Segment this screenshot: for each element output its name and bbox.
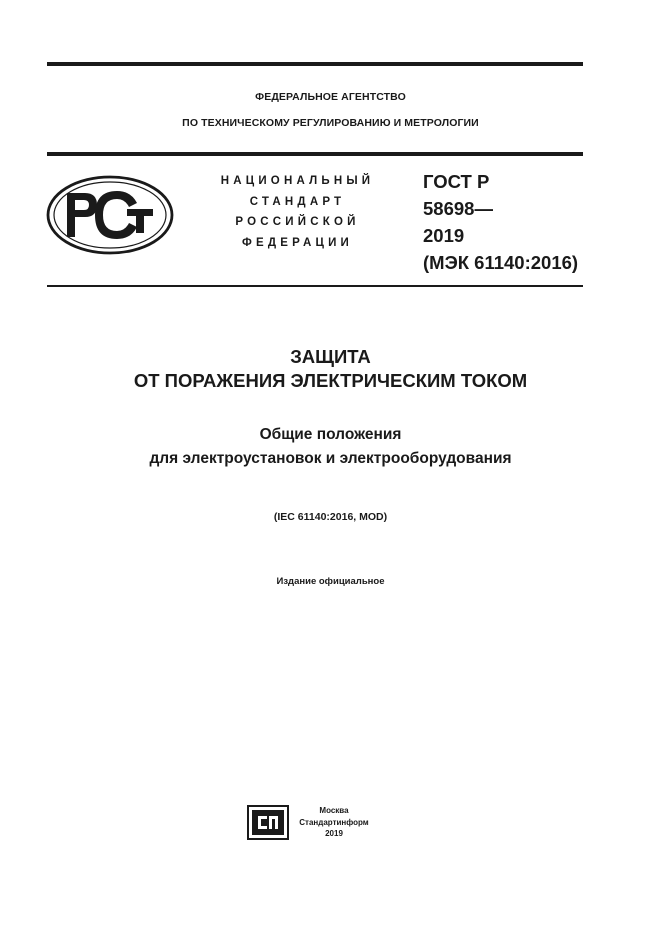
standard-year: 2019 [423, 225, 465, 246]
document-title-line-1: ЗАЩИТА [290, 346, 371, 367]
standard-type-block [205, 171, 390, 253]
standard-type-line: ФЕДЕРАЦИИ [241, 236, 354, 249]
document-subtitle-line-2: для электроустановок и электрооборудования [149, 450, 512, 467]
publisher-name: Стандартинформ [299, 817, 369, 827]
standartinform-emblem-icon [247, 805, 289, 840]
document-subtitle-line-1: Общие положения [259, 426, 402, 443]
standard-designation-block [423, 168, 578, 276]
iec-equivalence: (IEC 61140:2016, MOD) [273, 511, 388, 523]
publisher-city: Москва [319, 806, 349, 815]
standard-number: 58698— [423, 198, 493, 219]
agency-line-1: ФЕДЕРАЛЬНОЕ АГЕНТСТВО [255, 91, 406, 103]
standard-type-line: РОССИЙСКОЙ [235, 216, 360, 228]
standard-type-line: СТАНДАРТ [249, 195, 346, 208]
publisher-year: 2019 [325, 829, 343, 838]
standard-designation: ГОСТ Р [423, 171, 490, 192]
gost-r-certification-logo [45, 175, 175, 255]
edition-label: Издание официальное [276, 576, 385, 587]
standartinform-logo [247, 805, 289, 840]
middle-rule [47, 152, 583, 156]
document-title-line-2: ОТ ПОРАЖЕНИЯ ЭЛЕКТРИЧЕСКИМ ТОКОМ [133, 370, 528, 391]
publisher-block [296, 805, 372, 840]
standard-type-line: НАЦИОНАЛЬНЫЙ [220, 175, 375, 187]
agency-line-2: ПО ТЕХНИЧЕСКОМУ РЕГУЛИРОВАНИЮ И МЕТРОЛОГИИ [182, 117, 479, 129]
top-rule [47, 62, 583, 66]
lower-rule [47, 285, 583, 287]
gost-r-emblem-icon [45, 175, 175, 255]
standard-iec-reference: (МЭК 61140:2016) [423, 252, 579, 273]
